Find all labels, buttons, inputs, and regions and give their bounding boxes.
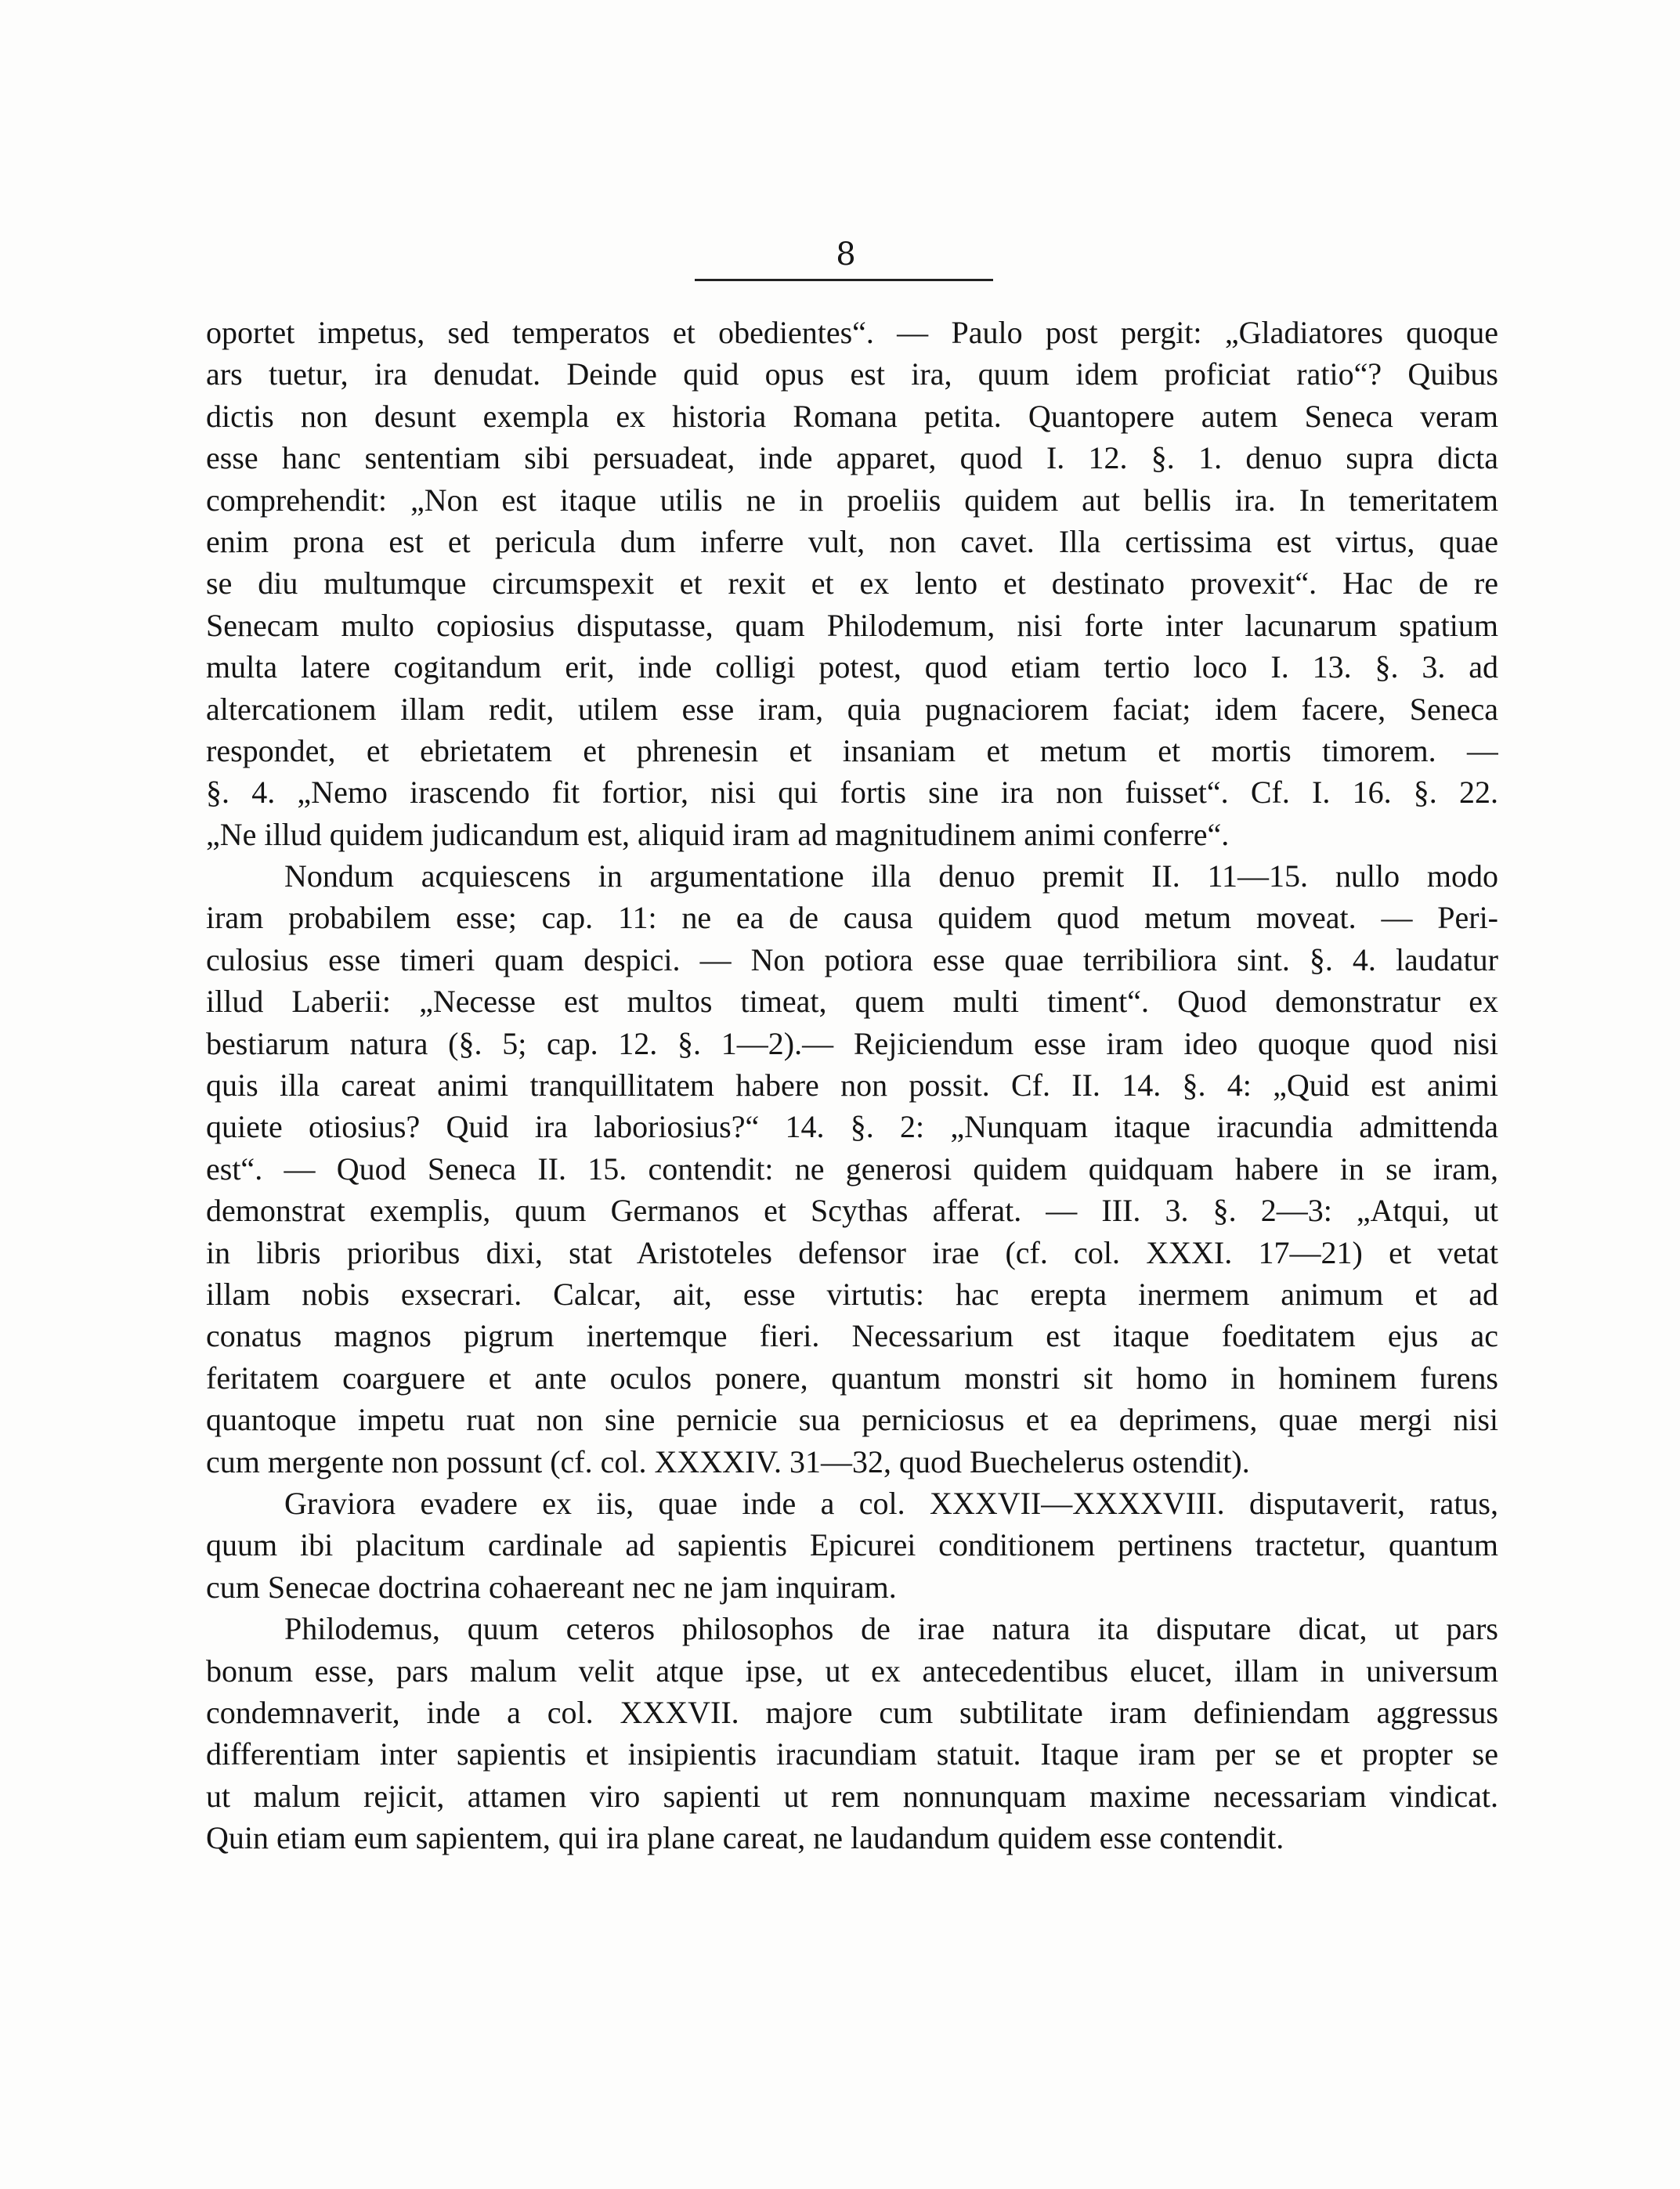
text-line: bestiarum natura (§. 5; cap. 12. §. 1—2).— Rejiciendum esse iram ideo quoque quod nisi	[206, 1025, 1498, 1061]
text-line: culosius esse timeri quam despici. — Non potiora esse quae terribiliora sint. §. 4. laudatur	[206, 941, 1498, 977]
paragraph	[206, 312, 1498, 855]
text-line: quis illa careat animi tranquillitatem habere non possit. Cf. II. 14. §. 4: „Quid est animi	[206, 1067, 1498, 1104]
text-line: demonstrat exemplis, quum Germanos et Scythas afferat. — III. 3. §. 2—3: „Atqui, ut	[206, 1193, 1498, 1229]
paragraph	[206, 1608, 1498, 1858]
paragraph	[206, 1483, 1498, 1608]
text-line: conatus magnos pigrum inertemque fieri. Necessarium est itaque foeditatem ejus ac	[206, 1318, 1498, 1354]
page-number: 8	[836, 237, 856, 273]
text-line: in libris prioribus dixi, stat Aristoteles defensor irae (cf. col. XXXI. 17—21) et vetat	[206, 1234, 1498, 1270]
text-line: multa latere cogitandum erit, inde colligi potest, quod etiam tertio loco I. 13. §. 3. ad	[206, 649, 1498, 685]
text-line: §. 4. „Nemo irascendo fit fortior, nisi qui fortis sine ira non fuisset“. Cf. I. 16. §. 22.	[206, 775, 1498, 811]
text-line: differentiam inter sapientis et insipientis iracundiam statuit. Itaque iram per se et propter se	[206, 1736, 1498, 1772]
text-line: cum mergente non possunt (cf. col. XXXXIV. 31—32, quod Buechelerus ostendit).	[206, 1443, 1250, 1479]
text-line: ut malum rejicit, attamen viro sapienti ut rem nonnunquam maxime necessariam vindicat.	[206, 1778, 1498, 1814]
text-line: Quin etiam eum sapientem, qui ira plane careat, ne laudandum quidem esse contendit.	[206, 1820, 1284, 1856]
text-line: esse hanc sententiam sibi persuadeat, inde apparet, quod I. 12. §. 1. denuo supra dicta	[206, 440, 1498, 476]
text-line: ars tuetur, ira denudat. Deinde quid opus est ira, quum idem proficiat ratio“? Quibus	[206, 356, 1498, 392]
text-line: dictis non desunt exempla ex historia Romana petita. Quantopere autem Seneca veram	[206, 398, 1498, 434]
text-line: altercationem illam redit, utilem esse iram, quia pugnaciorem faciat; idem facere, Seneca	[206, 691, 1498, 727]
text-line: se diu multumque circumspexit et rexit et ex lento et destinato provexit“. Hac de re	[206, 565, 1498, 601]
text-line: Graviora evadere ex iis, quae inde a col. XXXVII—XXXXVIII. disputaverit, ratus,	[284, 1485, 1498, 1521]
text-line: feritatem coarguere et ante oculos ponere, quantum monstri sit homo in hominem furens	[206, 1360, 1498, 1396]
text-line: Senecam multo copiosius disputasse, quam Philodemum, nisi forte inter lacunarum spatium	[206, 607, 1498, 643]
text-line: bonum esse, pars malum velit atque ipse, ut ex antecedentibus elucet, illam in universum	[206, 1653, 1498, 1689]
text-line: oportet impetus, sed temperatos et obedientes“. — Paulo post pergit: „Gladiatores quoque	[206, 315, 1498, 350]
text-line: Philodemus, quum ceteros philosophos de irae natura ita disputare dicat, ut pars	[284, 1611, 1498, 1647]
body-text	[206, 312, 1498, 1858]
text-line: Nondum acquiescens in argumentatione illa denuo premit II. 11—15. nullo modo	[284, 858, 1498, 894]
text-line: quantoque impetu ruat non sine pernicie sua perniciosus et ea deprimens, quae mergi nisi	[206, 1402, 1498, 1438]
text-line: illud Laberii: „Necesse est multos timeat, quem multi timent“. Quod demonstratur ex	[206, 984, 1498, 1020]
text-line: condemnaverit, inde a col. XXXVII. majore cum subtilitate iram definiendam aggressus	[206, 1694, 1498, 1730]
paragraph	[206, 855, 1498, 1483]
text-line: cum Senecae doctrina cohaereant nec ne jam inquiram.	[206, 1569, 897, 1605]
text-line: comprehendit: „Non est itaque utilis ne in proeliis quidem aut bellis ira. In temeritatem	[206, 482, 1498, 518]
text-line: iram probabilem esse; cap. 11: ne ea de causa quidem quod metum moveat. — Peri-	[206, 900, 1498, 936]
text-line: illam nobis exsecrari. Calcar, ait, esse virtutis: hac erepta inermem animum et ad	[206, 1276, 1498, 1312]
text-line: enim prona est et pericula dum inferre vult, non cavet. Illa certissima est virtus, quae	[206, 523, 1498, 559]
header-rule	[695, 279, 993, 281]
text-line: respondet, et ebrietatem et phrenesin et insaniam et metum et mortis timorem. —	[206, 732, 1498, 768]
text-line: est“. — Quod Seneca II. 15. contendit: ne generosi quidem quidquam habere in se iram,	[206, 1150, 1498, 1187]
text-line: quiete otiosius? Quid ira laboriosius?“ 14. §. 2: „Nunquam itaque iracundia admittenda	[206, 1109, 1498, 1145]
text-line: „Ne illud quidem judicandum est, aliquid iram ad magnitudinem animi conferre“.	[206, 816, 1230, 852]
text-line: quum ibi placitum cardinale ad sapientis Epicurei conditionem pertinens tractetur, quantum	[206, 1527, 1498, 1563]
